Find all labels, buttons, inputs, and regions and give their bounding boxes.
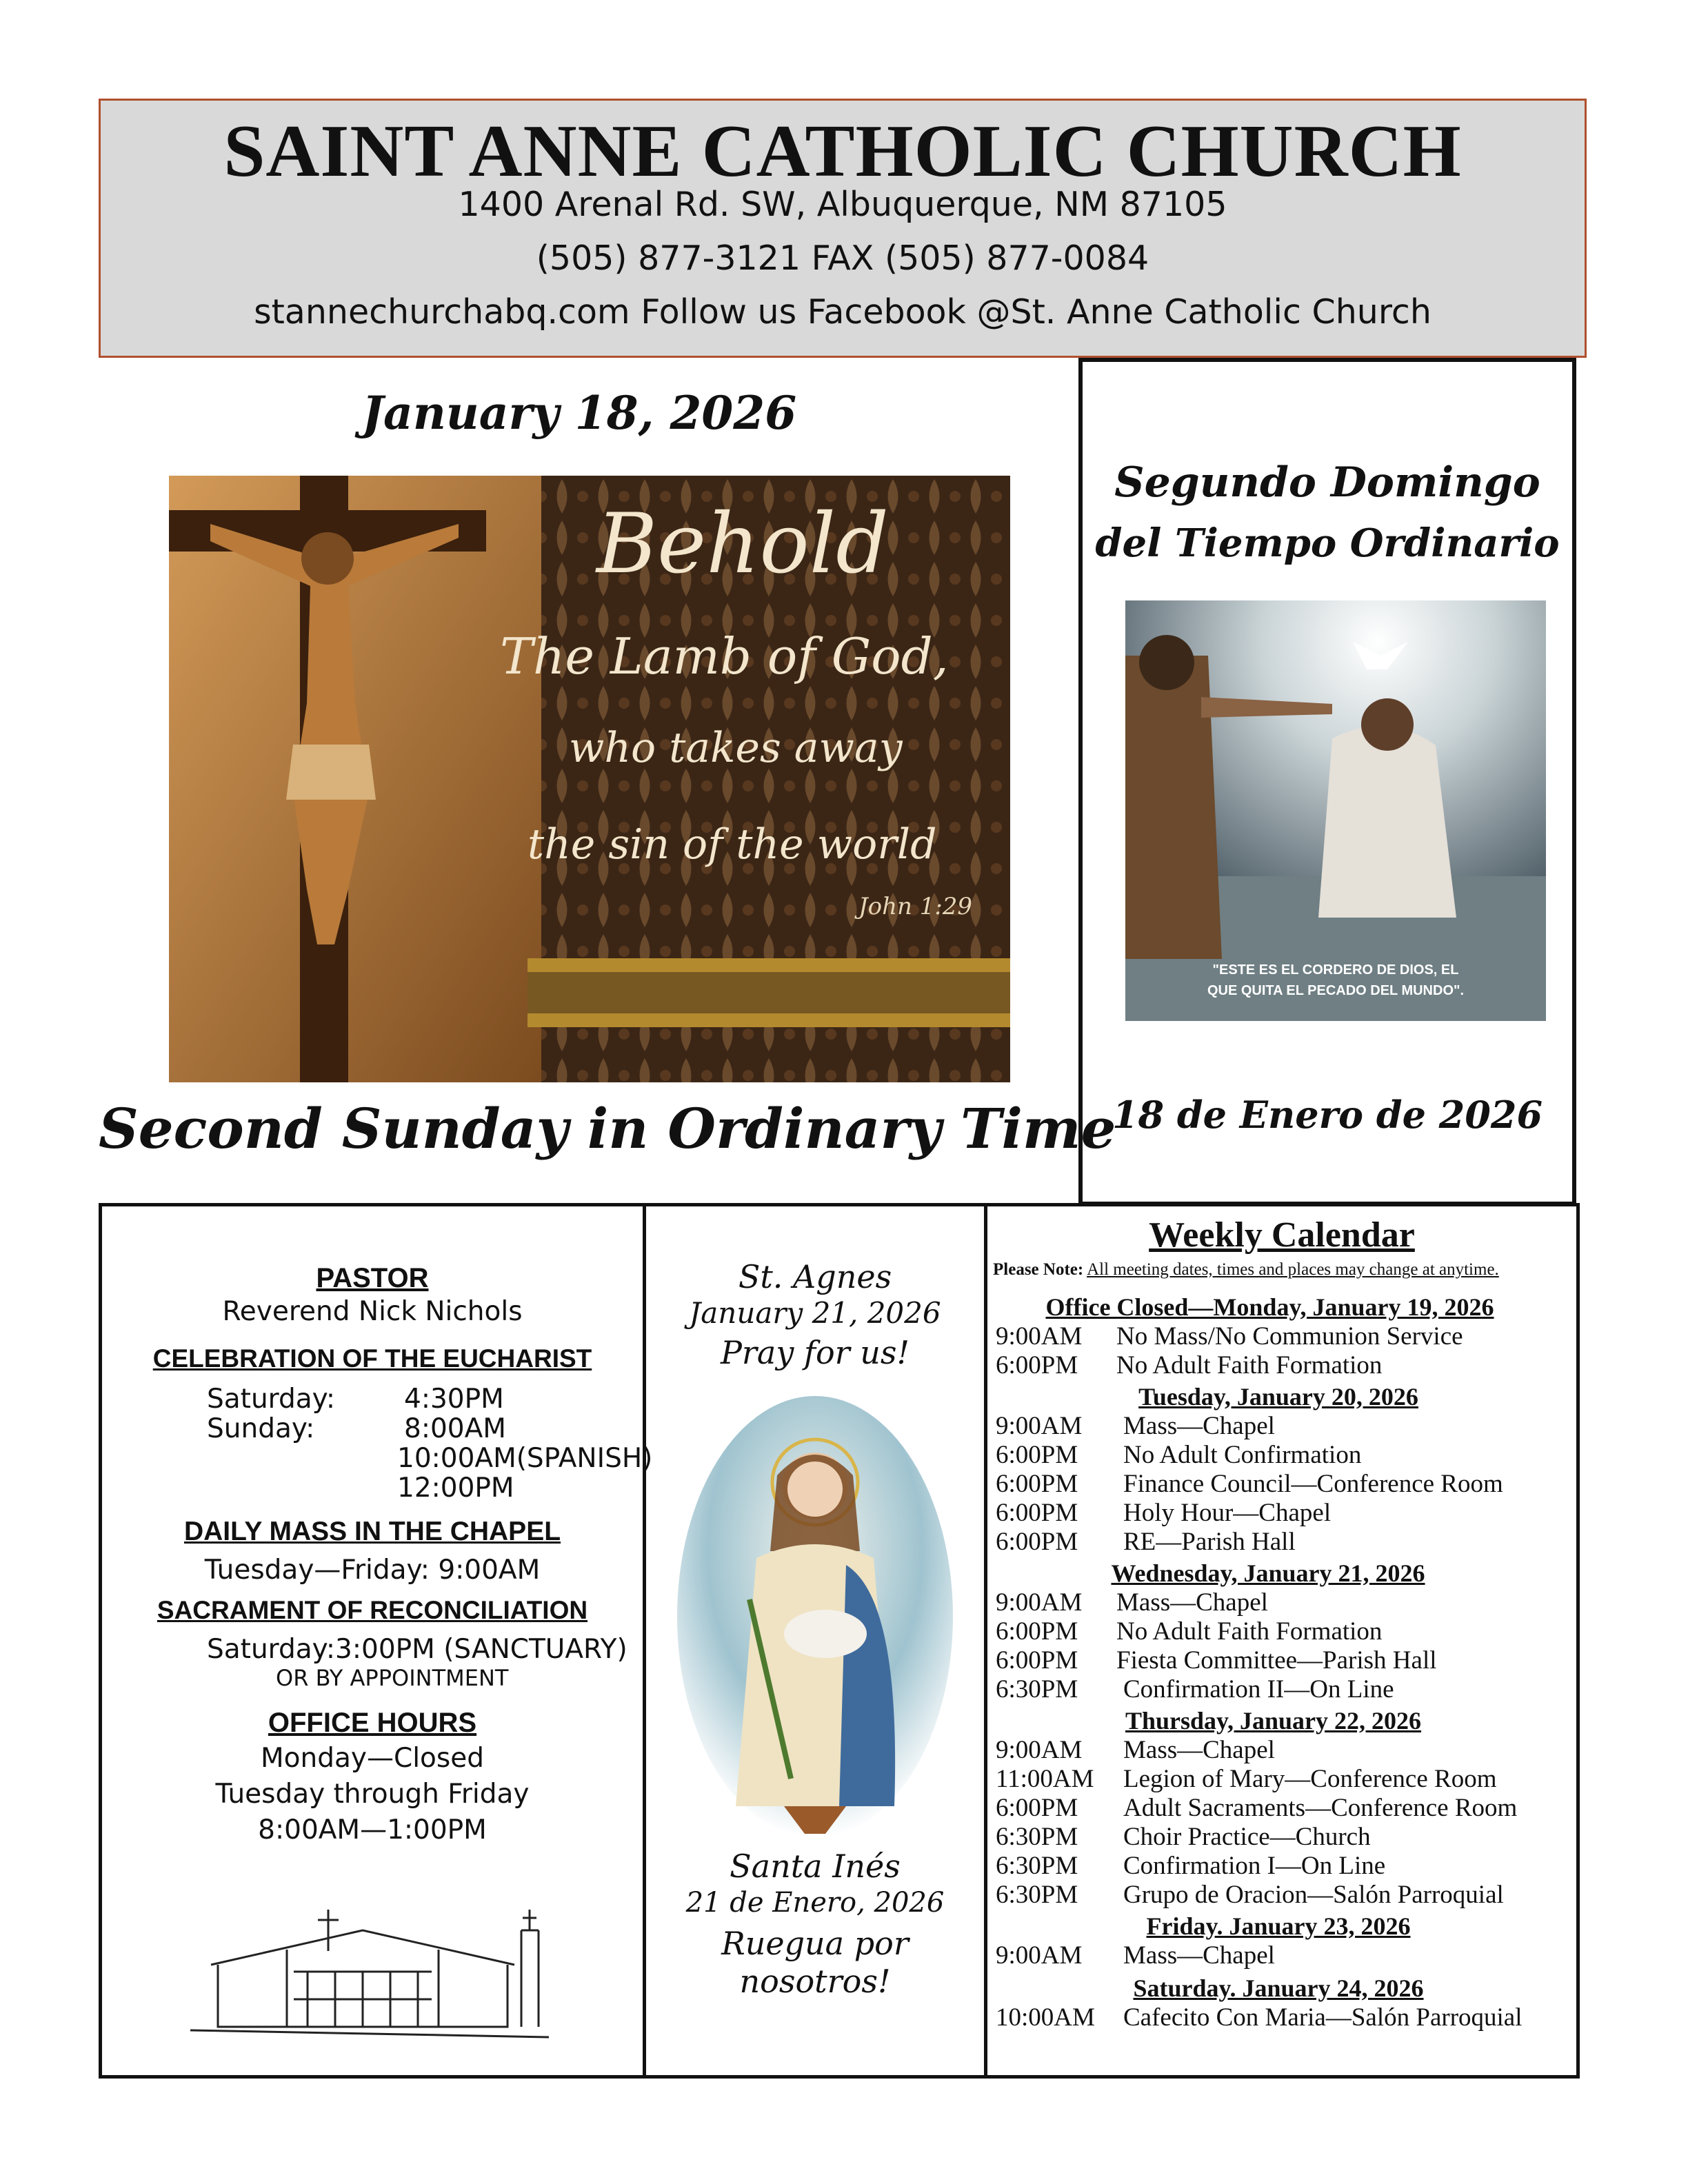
office-hours-times: 8:00AM—1:00PM [258,1814,487,1846]
event-time: 6:00PM [996,1470,1078,1498]
event-name: Choir Practice—Church [1123,1823,1371,1851]
sunday-mass-time-3: 12:00PM [397,1473,514,1504]
event-time: 9:00AM [996,1736,1083,1764]
saint-box [646,1203,984,2079]
event-time: 6:00PM [996,1646,1078,1675]
reconciliation-heading: SACRAMENT OF RECONCILIATION [157,1596,588,1624]
event-time: 6:30PM [996,1823,1078,1851]
event-name: Confirmation II—On Line [1123,1675,1394,1703]
event-name: No Mass/No Communion Service [1116,1322,1463,1351]
event-time: 6:00PM [996,1528,1078,1556]
event-time: 9:00AM [996,1412,1083,1440]
event-name: Holy Hour—Chapel [1123,1499,1332,1527]
event-time: 6:00PM [996,1499,1078,1527]
event-time: 10:00AM [996,2003,1095,2032]
event-time: 6:30PM [996,1881,1078,1909]
image-text-lamb: The Lamb of God, [500,627,949,685]
saturday-mass-time: 4:30PM [404,1384,504,1415]
calendar-note-text: All meeting dates, times and places may change at anytime. [1087,1260,1499,1279]
day-heading: Thursday, January 22, 2026 [1125,1707,1422,1735]
event-name: Adult Sacraments—Conference Room [1123,1794,1518,1822]
event-name: Mass—Chapel [1123,1736,1275,1764]
sunday-label: Sunday: [207,1413,315,1444]
event-time: 11:00AM [996,1765,1094,1793]
saint-es-prayer-2: nosotros! [739,1963,891,2000]
daily-mass-heading: DAILY MASS IN THE CHAPEL [183,1517,561,1546]
daily-mass-times: Tuesday—Friday: 9:00AM [204,1555,541,1586]
church-address: 1400 Arenal Rd. SW, Albuquerque, NM 87105 [458,185,1227,224]
saint-es-prayer-1: Ruegua por [721,1925,909,1962]
event-name: Mass—Chapel [1116,1588,1268,1617]
office-hours-heading: OFFICE HOURS [268,1708,477,1738]
event-name: RE—Parish Hall [1123,1528,1296,1556]
pastor-heading: PASTOR [316,1263,429,1293]
masthead [99,99,1587,358]
event-name: Finance Council—Conference Room [1123,1470,1503,1498]
event-name: Grupo de Oracion—Salón Parroquial [1123,1881,1504,1909]
event-name: No Adult Confirmation [1123,1441,1362,1469]
event-name: No Adult Faith Formation [1116,1351,1383,1379]
event-name: No Adult Faith Formation [1116,1617,1383,1646]
spanish-title-line1: Segundo Domingo [1114,458,1540,507]
event-name: Cafecito Con Maria—Salón Parroquial [1123,2003,1523,2032]
day-heading: Wednesday, January 21, 2026 [1111,1559,1425,1587]
event-time: 9:00AM [996,1588,1083,1617]
behold-lamb-image [169,476,1010,1082]
event-name: Fiesta Committee—Parish Hall [1116,1646,1437,1675]
event-time: 9:00AM [996,1322,1083,1351]
calendar-note-label: Please Note: [993,1260,1084,1279]
parish-info-box [99,1203,653,2079]
day-heading: Office Closed—Monday, January 19, 2026 [1045,1293,1494,1321]
baptism-illustration [1125,600,1546,1021]
saint-en-prayer: Pray for us! [720,1334,910,1371]
saint-es-date: 21 de Enero, 2026 [685,1887,945,1919]
saturday-label: Saturday: [207,1384,336,1415]
spanish-title-line2: del Tiempo Ordinario [1095,520,1560,566]
calendar-list [996,1293,1575,2072]
event-name: Mass—Chapel [1123,1412,1275,1440]
saint-es-name: Santa Inés [730,1848,901,1885]
event-name: Mass—Chapel [1123,1941,1275,1970]
day-heading: Saturday. January 24, 2026 [1133,1974,1424,2002]
event-name: Confirmation I—On Line [1123,1852,1386,1880]
office-hours-weekdays: Tuesday through Friday [215,1779,530,1810]
calendar-title: Weekly Calendar [1149,1215,1415,1255]
image-text-behold: Behold [596,496,889,592]
eucharist-heading: CELEBRATION OF THE EUCHARIST [152,1344,592,1373]
day-heading: Friday. January 23, 2026 [1146,1912,1411,1940]
sunday-mass-time-1: 8:00AM [404,1413,506,1444]
saint-en-date: January 21, 2026 [689,1296,941,1330]
spanish-date: 18 de Enero de 2026 [1112,1093,1543,1137]
feature-title: Second Sunday in Ordinary Time [99,1096,1116,1161]
feature-date: January 18, 2026 [361,386,797,440]
image-caption-line2: QUE QUITA EL PECADO DEL MUNDO". [1207,983,1465,998]
event-time: 6:00PM [996,1441,1078,1469]
calendar-note [993,1260,1578,1280]
event-time: 6:30PM [996,1675,1078,1703]
image-caption-line1: "ESTE ES EL CORDERO DE DIOS, EL [1212,962,1459,978]
image-text-takes: who takes away [569,724,903,772]
event-time: 9:00AM [996,1941,1083,1970]
sunday-mass-time-2: 10:00AM(SPANISH) [397,1443,653,1474]
event-time: 6:00PM [996,1617,1078,1646]
spanish-feature-panel [1078,358,1576,1206]
day-heading: Tuesday, January 20, 2026 [1138,1383,1418,1410]
church-phone: (505) 877-3121 FAX (505) 877-0084 [536,239,1149,278]
event-time: 6:00PM [996,1794,1078,1822]
saint-en-name: St. Agnes [738,1258,892,1295]
reconciliation-appointment: OR BY APPOINTMENT [276,1665,509,1691]
event-time: 6:30PM [996,1852,1078,1880]
baptism-image [1125,600,1546,1021]
event-name: Legion of Mary—Conference Room [1123,1765,1497,1793]
church-building-drawing [190,1889,549,2041]
st-agnes-portrait [674,1393,956,1841]
church-web: stannechurchabq.com Follow us Facebook @St. Anne Catholic Church [254,292,1431,332]
church-name: SAINT ANNE CATHOLIC CHURCH [223,110,1462,192]
office-hours-monday: Monday—Closed [261,1743,484,1774]
reconciliation-time: Saturday:3:00PM (SANCTUARY) [207,1634,627,1665]
image-text-ref: John 1:29 [858,893,973,920]
weekly-calendar-box [984,1203,1580,2079]
image-text-sin: the sin of the world [528,820,937,869]
pastor-name: Reverend Nick Nichols [222,1296,523,1327]
event-time: 6:00PM [996,1351,1078,1379]
